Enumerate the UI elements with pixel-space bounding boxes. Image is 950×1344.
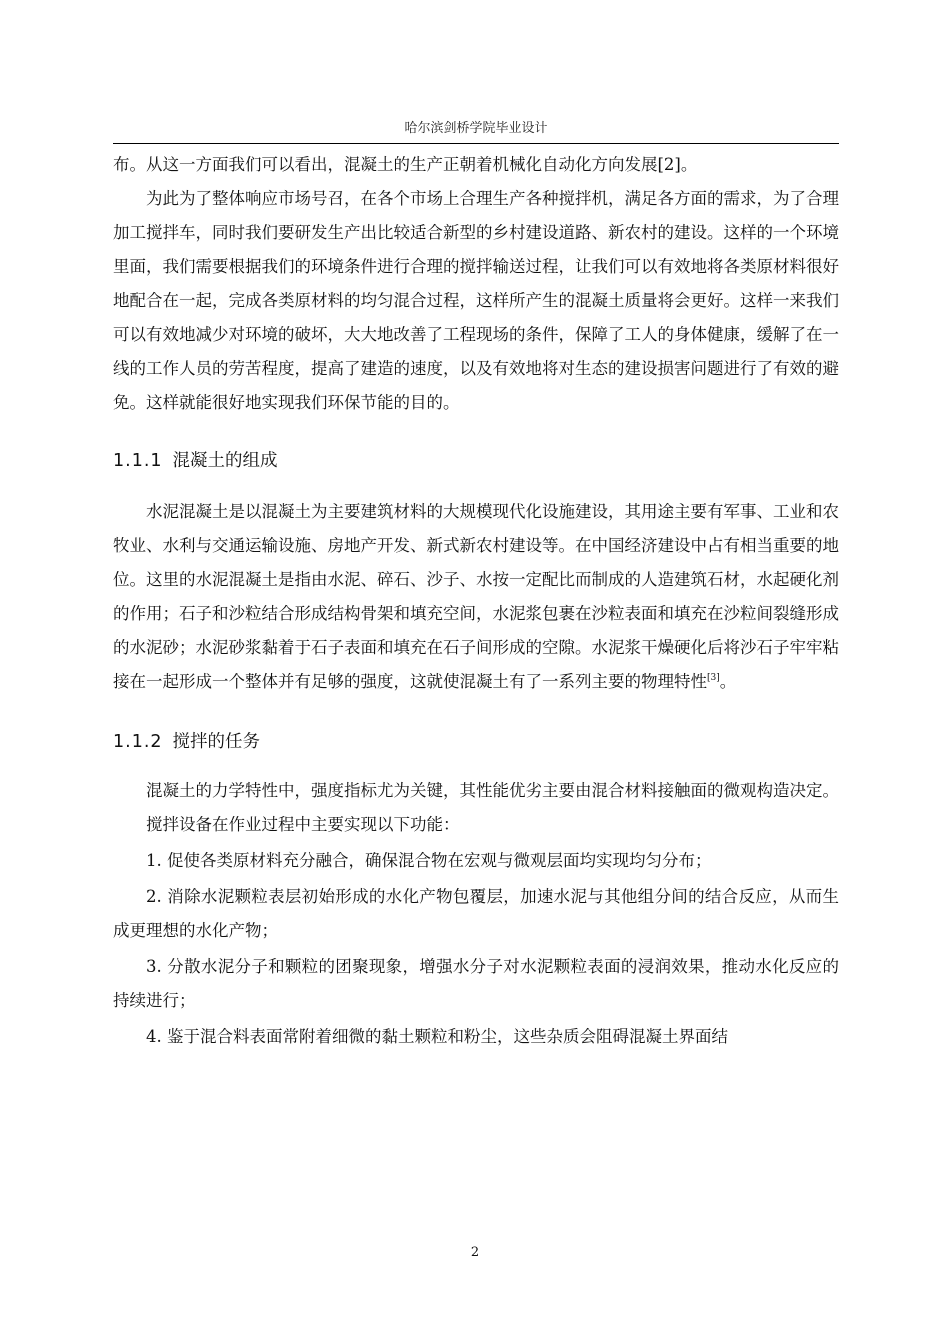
paragraph-text: 水泥混凝土是以混凝土为主要建筑材料的大规模现代化设施建设，其用途主要有军事、工业和农牧业、水利与交通运输设施、房地产开发、新式新农村建设等。在中国经济建设中占有相当重要的地位。这里的水泥混凝土是指由水泥、碎石、沙子、水按一定配比而制成的人造建筑石材，水起硬化剂的作用；石子和沙粒结合形成结构骨架和填充空间，水泥浆包裹在沙粒表面和填充在沙粒间裂缝形成的水泥砂；水泥砂浆黏着于石子表面和填充在石子间形成的空隙。水泥浆干燥硬化后将沙石子牢牢粘接在一起形成一个整体并有足够的强度，这就使混凝土有了一系列主要的物理特性: [113, 502, 839, 691]
citation: [3]: [707, 673, 720, 683]
list-item: 4. 鉴于混合料表面常附着细微的黏土颗粒和粉尘，这些杂质会阻碍混凝土界面结: [146, 1027, 728, 1046]
list-item: 3. 分散水泥分子和颗粒的团聚现象，增强水分子对水泥颗粒表面的浸润效果，推动水化反应的持续进行；: [113, 957, 839, 1010]
section-number: 1.1.2: [113, 732, 163, 752]
paragraph-mechanics: 混凝土的力学特性中，强度指标尤为关键，其性能优劣主要由混合材料接触面的微观构造决定。: [146, 781, 839, 800]
paragraph-functions-intro: 搅拌设备在作业过程中主要实现以下功能：: [146, 815, 460, 834]
section-heading-mixing-task: [113, 725, 839, 759]
paragraph-composition: [113, 495, 839, 699]
paragraph-continuation: 布。从这一方面我们可以看出，混凝土的生产正朝着机械化自动化方向发展[2]。: [113, 155, 698, 174]
page-number: 2: [470, 1245, 480, 1260]
list-item: 2. 消除水泥颗粒表层初始形成的水化产物包覆层，加速水泥与其他组分间的结合反应，从而生成更理想的水化产物；: [113, 887, 839, 940]
header-rule: [113, 143, 839, 144]
document-body: [113, 148, 839, 1054]
paragraph-market: 为此为了整体响应市场号召，在各个市场上合理生产各种搅拌机，满足各方面的需求，为了合理加工搅拌车，同时我们要研发生产出比较适合新型的乡村建设道路、新农村的建设。这样的一个环境里面，我们需要根据我们的环境条件进行合理的搅拌输送过程，让我们可以有效地将各类原材料很好地配合在一起，完成各类原材料的均匀混合过程，这样所产生的混凝土质量将会更好。这样一来我们可以有效地减少对环境的破坏，大大地改善了工程现场的条件，保障了工人的身体健康，缓解了在一线的工作人员的劳苦程度，提高了建造的速度，以及有效地将对生态的建设损害问题进行了有效的避免。这样就能很好地实现我们环保节能的目的。: [113, 189, 839, 412]
section-title: 混凝土的组成: [172, 451, 278, 471]
section-heading-composition: [113, 444, 839, 478]
paragraph-end: 。: [719, 672, 737, 691]
page-header: 哈尔滨剑桥学院毕业设计: [404, 121, 548, 136]
list-item: 1. 促使各类原材料充分融合，确保混合物在宏观与微观层面均实现均匀分布；: [146, 851, 712, 870]
section-title: 搅拌的任务: [172, 732, 261, 752]
section-number: 1.1.1: [113, 451, 163, 471]
